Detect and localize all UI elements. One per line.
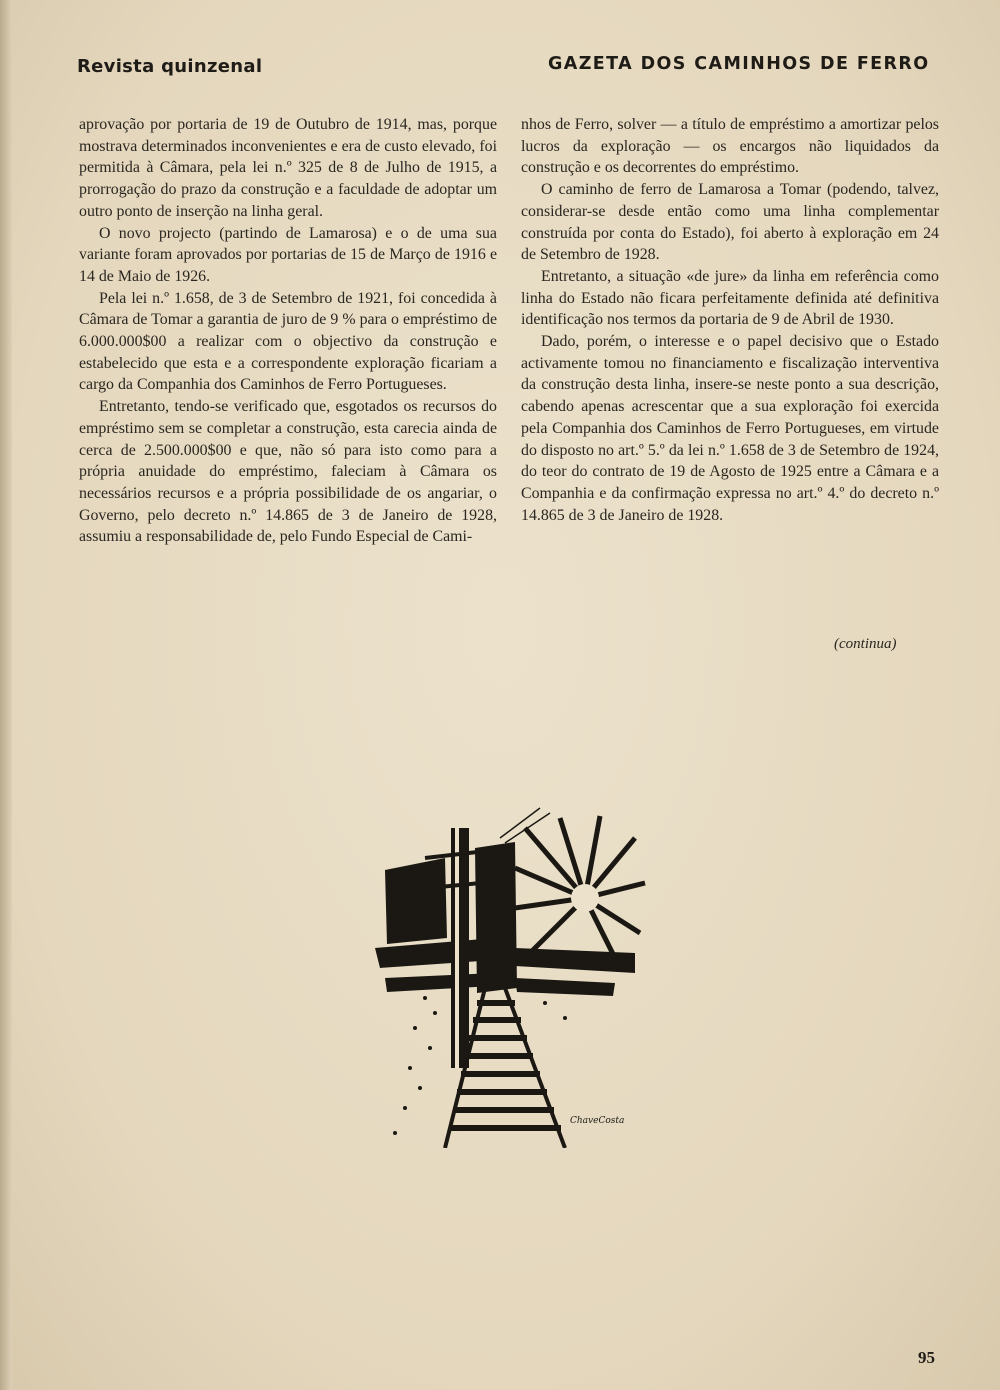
page-number: 95 [918,1348,935,1367]
paragraph: Pela lei n.º 1.658, de 3 de Setembro de 1921, foi concedida à Câmara de Tomar a garantia de juro de 9 % para o empréstimo de 6.000.000$00 a realizar com o objectivo da construção e estabelecido que esta e a correspondente exploração ficariam a cargo da Companhia dos Caminhos de Ferro Portugueses. [79,289,497,394]
column-left [79,114,497,548]
paragraph: nhos de Ferro, solver — a título de empréstimo a amortizar pelos lucros da exploração — os encargos não liquidados da construção e os decorrentes do empréstimo. [521,116,939,177]
illustration-signature: ChaveCosta [570,1116,625,1126]
paragraph: Entretanto, a situação «de jure» da linha em referência como linha do Estado não ficara perfeitamente definida até definitiva identificação nos termos da portaria de 9 de Abril de 1930. [521,267,939,329]
paragraph: Dado, porém, o interesse e o papel decisivo que o Estado activamente tomou no financiamento e fiscalização interventiva da construção desta linha, insere-se neste ponto a sua descrição, cabendo apenas acrescentar que a sua exploração foi exercida pela Companhia dos Caminhos de Ferro Portugueses, em virtude do disposto no art.º 5.º da lei n.º 1.658 de 3 de Setembro de 1924, do teor do contrato de 19 de Agosto de 1925 entre a Câmara e a Companhia e da confirmação expressa no art.º 4.º do decreto n.º 14.865 de 3 de Janeiro de 1928. [521,333,939,524]
railway-track-illustration [365,788,655,1148]
paragraph: aprovação por portaria de 19 de Outubro de 1914, mas, porque mostrava determinados inconvenientes e era de custo elevado, foi permitida à Câmara, pela lei n.º 325 de 8 de Julho de 1915, a prorrogação do prazo da construção e a faculdade de adoptar um outro ponto de inserção na linha geral. [79,116,497,220]
header-left: Revista quinzenal [77,56,263,77]
paragraph: O caminho de ferro de Lamarosa a Tomar (podendo, talvez, considerar-se desde então como uma linha complementar construída por conta do Estado), foi aberto à exploração em 24 de Setembro de 1928. [521,181,939,264]
paragraph: Entretanto, tendo-se verificado que, esgotados os recursos do empréstimo sem se completar a construção, esta carecia ainda de cerca de 2.500.000$00 e que, não só para isto como para a própria anuidade do empréstimo, faleciam à Câmara os necessários recursos e a própria possibilidade de os angariar, o Governo, pelo decreto n.º 14.865 de 3 de Janeiro de 1928, assumiu a responsabilidade de, pelo Fundo Especial de Cami- [79,398,497,546]
header-right: GAZETA DOS CAMINHOS DE FERRO [548,54,930,74]
continua-note: (continua) [834,636,897,652]
binding-gutter [0,0,12,1390]
paragraph: O novo projecto (partindo de Lamarosa) e o de uma sua variante foram aprovados por portarias de 15 de Março de 1916 e 14 de Maio de 1926. [79,224,497,285]
column-right [521,114,939,526]
